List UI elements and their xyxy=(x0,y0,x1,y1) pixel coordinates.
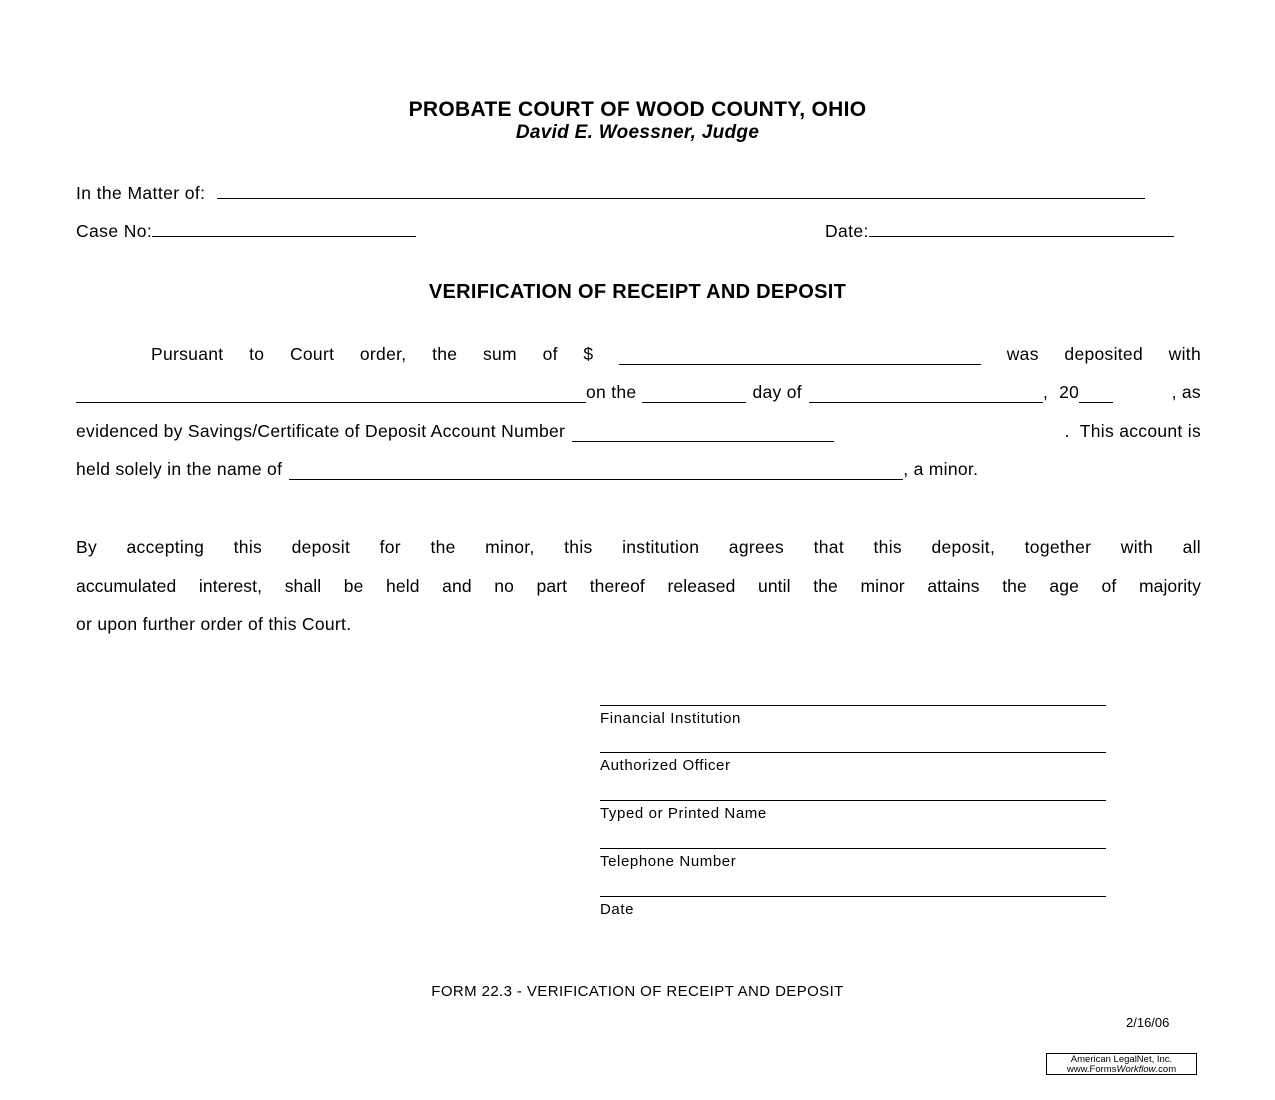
dollar-sign: $ xyxy=(583,343,594,364)
account-held-text: . This account is xyxy=(1064,420,1201,441)
amount-field[interactable] xyxy=(619,347,981,365)
signature-label: Telephone Number xyxy=(600,853,737,870)
matter-label: In the Matter of: xyxy=(76,183,206,203)
agreement-line-3: or upon further order of this Court. xyxy=(76,614,352,634)
signature-line[interactable] xyxy=(600,800,1106,801)
form-title: VERIFICATION OF RECEIPT AND DEPOSIT xyxy=(428,281,847,303)
paragraph-line-2 xyxy=(76,365,1201,404)
signature-label: Financial Institution xyxy=(600,710,742,727)
agreement-paragraph xyxy=(76,518,1201,634)
case-number-field[interactable] xyxy=(152,219,416,237)
year-prefix: 20 xyxy=(1059,382,1080,402)
word: of xyxy=(542,343,558,364)
word: order, xyxy=(359,343,407,364)
word: to xyxy=(249,343,265,364)
day-of-text: day of xyxy=(752,382,802,402)
publisher-name: American LegalNet, Inc. xyxy=(1070,1054,1173,1065)
word: Pursuant xyxy=(151,343,224,364)
minor-name-field[interactable] xyxy=(289,462,903,480)
court-title: PROBATE COURT OF WOOD COUNTY, OHIO xyxy=(408,98,867,121)
institution-field[interactable] xyxy=(76,385,586,403)
as-text: , as xyxy=(1171,382,1201,402)
date-field[interactable] xyxy=(869,219,1174,237)
a-minor-text: , a minor. xyxy=(903,459,979,479)
minor-name-text: held solely in the name of xyxy=(76,459,283,479)
revision-date: 2/16/06 xyxy=(1126,1015,1170,1030)
word: sum xyxy=(482,343,517,364)
paragraph-line-4 xyxy=(76,442,1201,481)
signature-printed-name xyxy=(600,800,1106,822)
signature-financial-institution xyxy=(600,705,1106,727)
word: was xyxy=(1006,343,1039,364)
date-group xyxy=(825,219,1174,242)
case-label: Case No: xyxy=(76,221,153,241)
year-field[interactable] xyxy=(1079,385,1113,403)
matter-row xyxy=(76,181,1201,204)
paragraph-line-1 xyxy=(76,326,1201,365)
publisher-url: www.FormsWorkflow.com xyxy=(1066,1064,1177,1075)
signature-line[interactable] xyxy=(600,896,1106,897)
word: deposited xyxy=(1064,343,1144,364)
month-field[interactable] xyxy=(809,385,1043,403)
signature-date xyxy=(600,896,1106,918)
word: with xyxy=(1168,343,1201,364)
signature-telephone xyxy=(600,848,1106,870)
signature-line[interactable] xyxy=(600,705,1106,706)
day-field[interactable] xyxy=(642,385,746,403)
signature-label: Date xyxy=(600,901,635,918)
comma: , xyxy=(1042,382,1049,402)
signature-authorized-officer xyxy=(600,752,1106,774)
word: Court xyxy=(289,343,335,364)
agreement-line-2: accumulated interest, shall be held and no part thereof released until the minor attains the age of majority xyxy=(76,575,1201,596)
form-footer-id: FORM 22.3 - VERIFICATION OF RECEIPT AND DEPOSIT xyxy=(431,983,844,1000)
deposit-paragraph xyxy=(76,326,1201,480)
signature-line[interactable] xyxy=(600,848,1106,849)
case-date-row xyxy=(76,219,1201,242)
matter-field[interactable] xyxy=(217,181,1145,199)
word: the xyxy=(432,343,458,364)
account-number-field[interactable] xyxy=(572,424,834,442)
date-label: Date: xyxy=(825,221,869,241)
publisher-stamp xyxy=(1046,1053,1197,1075)
judge-name: David E. Woessner, Judge xyxy=(515,122,760,143)
paragraph-line-3 xyxy=(76,403,1201,442)
signature-line[interactable] xyxy=(600,752,1106,753)
signature-label: Authorized Officer xyxy=(600,757,731,774)
signature-label: Typed or Printed Name xyxy=(600,805,767,822)
agreement-line-1: By accepting this deposit for the minor, this institution agrees that this deposit, together with all xyxy=(76,537,1201,557)
account-text: evidenced by Savings/Certificate of Deposit Account Number xyxy=(76,420,566,441)
on-the-text: on the xyxy=(586,382,637,402)
